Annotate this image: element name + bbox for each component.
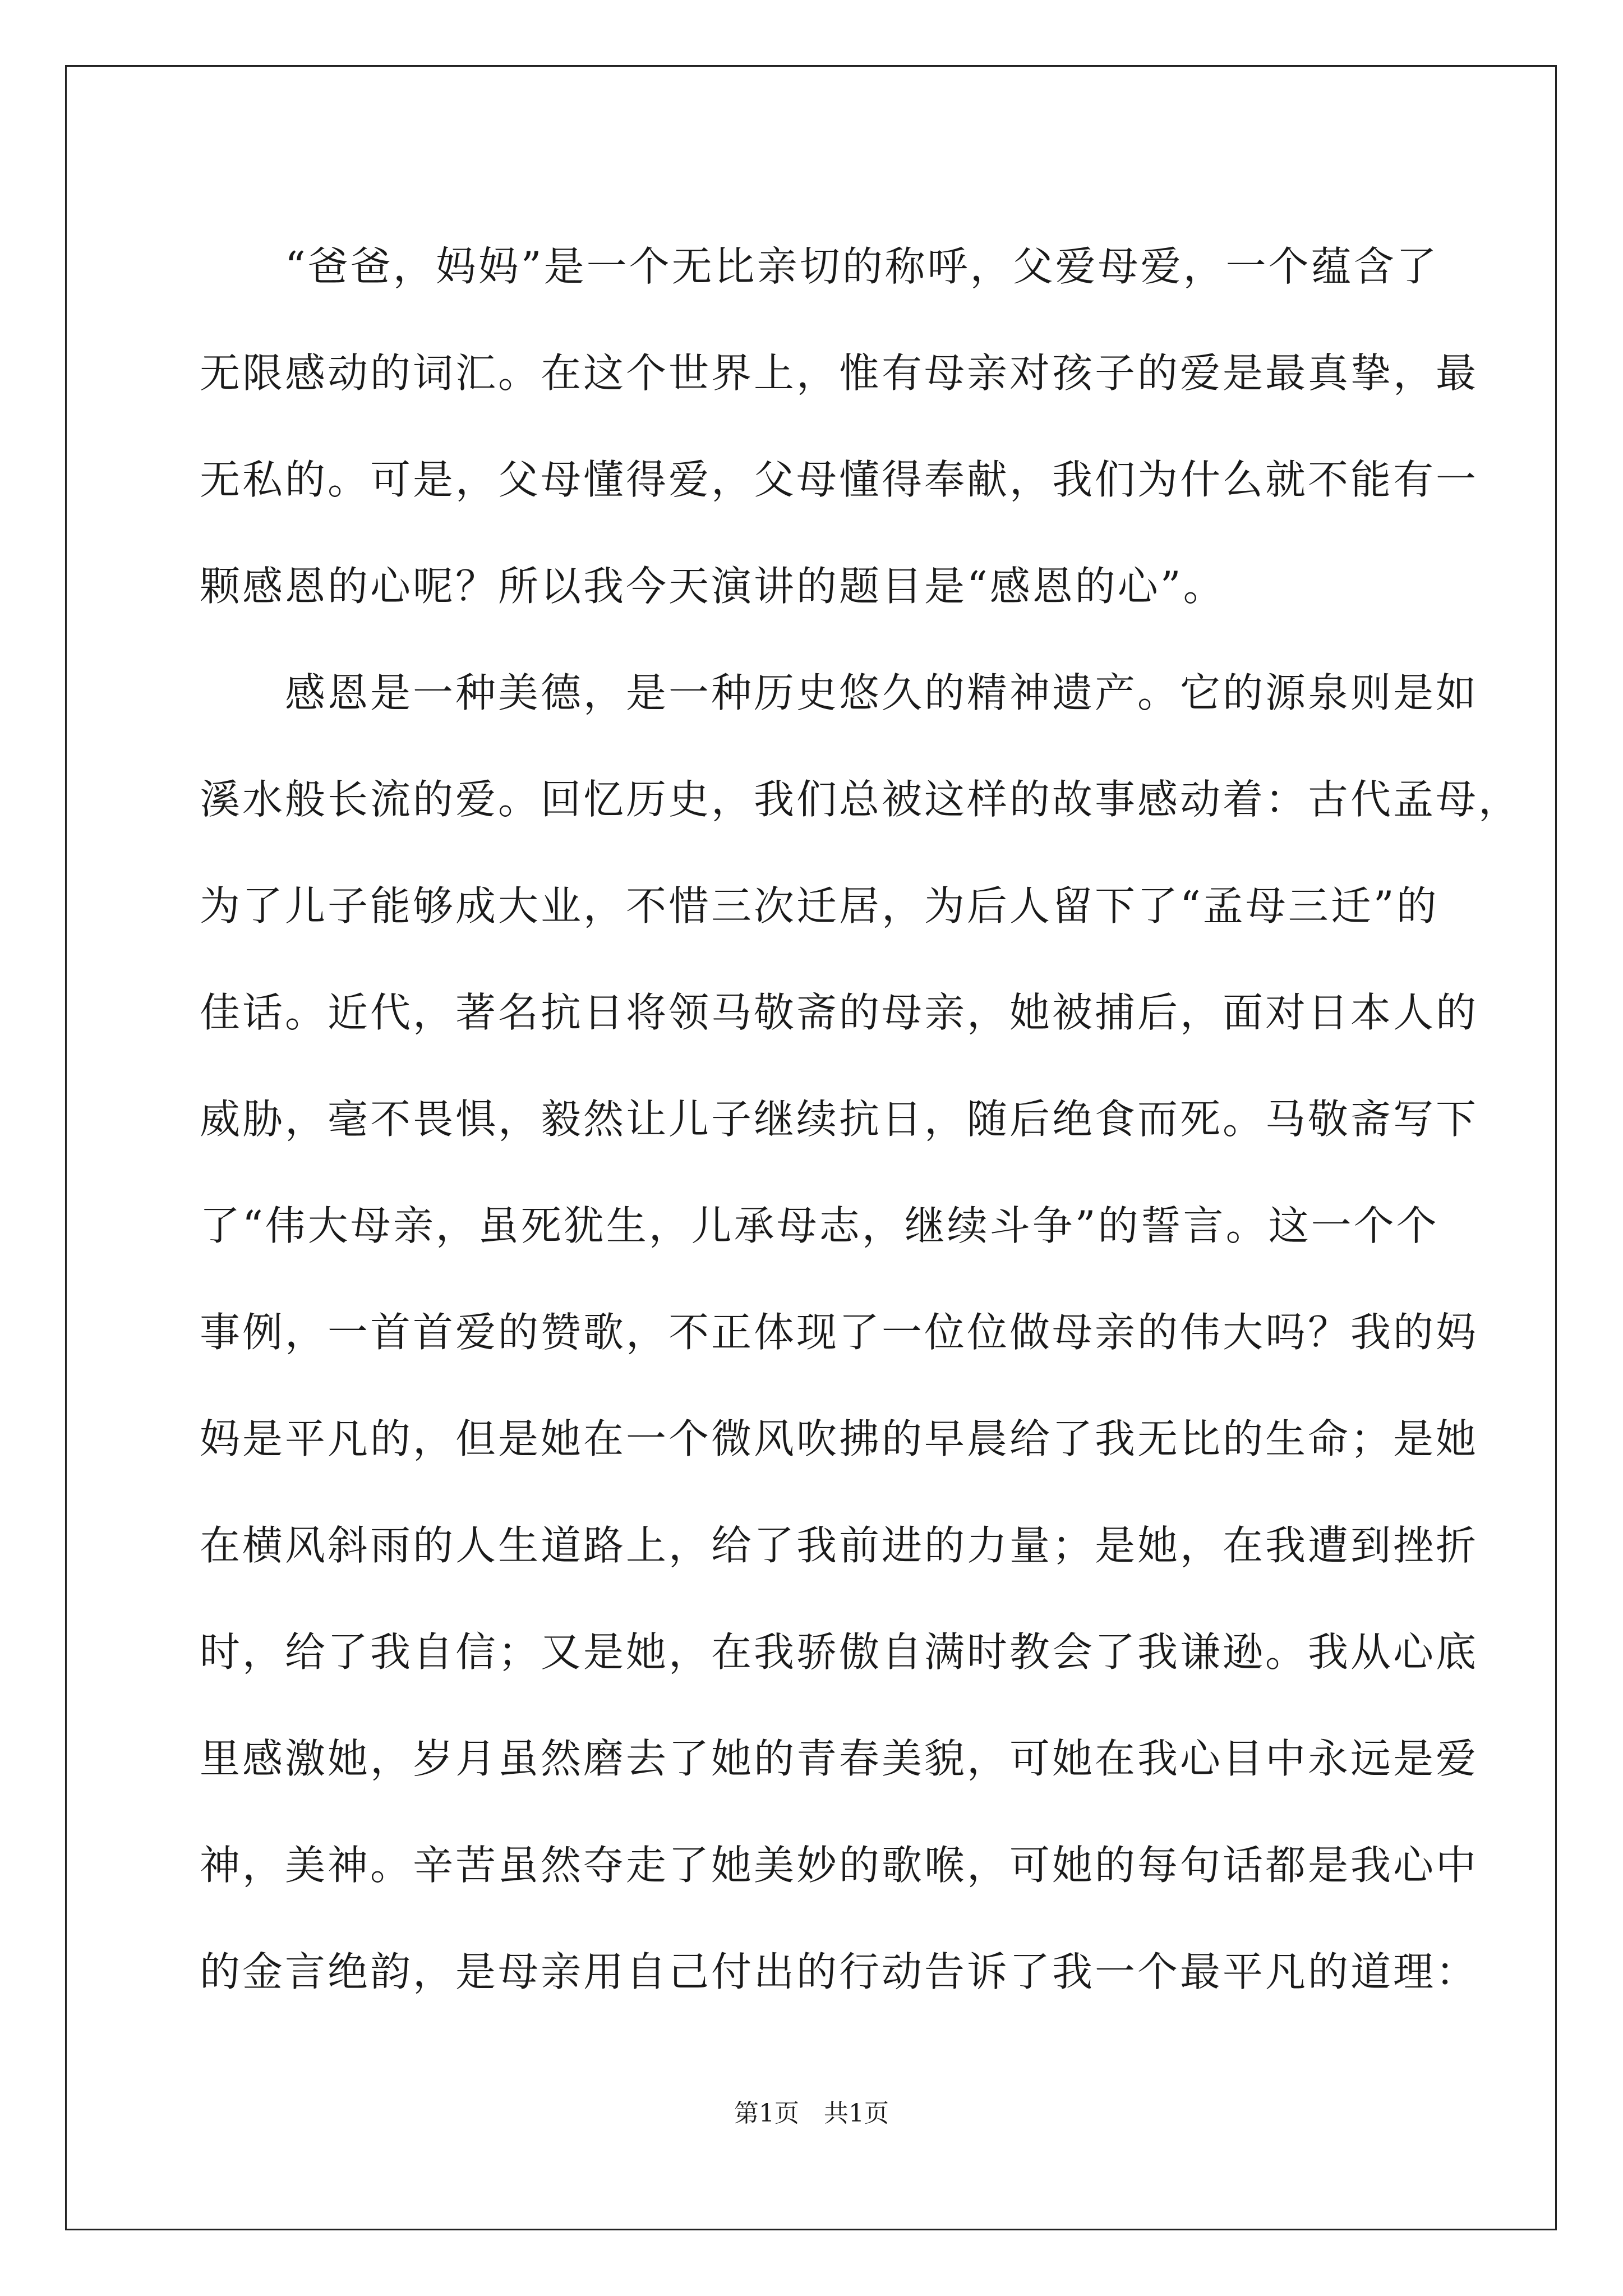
page-footer: 第1页 共1页 [734, 2099, 889, 2128]
text-line: 时，给了我自信；又是她，在我骄傲自满时教会了我谦逊。我从心底 [200, 1628, 1479, 1676]
text-line: 感恩是一种美德，是一种历史悠久的精神遗产。它的源泉则是如 [285, 669, 1479, 716]
text-line: 溪水般长流的爱。回忆历史，我们总被这样的故事感动着：古代孟母， [200, 776, 1521, 823]
text-line: 事例，一首首爱的赞歌，不正体现了一位位做母亲的伟大吗？我的妈 [200, 1309, 1479, 1356]
text-line: 神，美神。辛苦虽然夺走了她美妙的歌喉，可她的每句话都是我心中 [200, 1842, 1479, 1889]
text-line: 佳话。近代，著名抗日将领马敬斋的母亲，她被捕后，面对日本人的 [200, 989, 1479, 1036]
text-line: 在横风斜雨的人生道路上，给了我前进的力量；是她，在我遭到挫折 [200, 1522, 1479, 1569]
text-line: 了“伟大母亲，虽死犹生，儿承母志，继续斗争”的誓言。这一个个 [200, 1202, 1439, 1249]
text-line: 为了儿子能够成大业，不惜三次迁居，为后人留下了“孟母三迁”的 [200, 882, 1439, 930]
text-line: 颗感恩的心呢？所以我今天演讲的题目是“感恩的心”。 [200, 563, 1226, 610]
text-line: 无私的。可是，父母懂得爱，父母懂得奉献，我们为什么就不能有一 [200, 456, 1479, 503]
text-line: 无限感动的词汇。在这个世界上，惟有母亲对孩子的爱是最真挚，最 [200, 349, 1479, 397]
text-line: 威胁，毫不畏惧，毅然让儿子继续抗日，随后绝食而死。马敬斋写下 [200, 1096, 1479, 1143]
text-line: 里感激她，岁月虽然磨去了她的青春美貌，可她在我心目中永远是爱 [200, 1735, 1479, 1782]
text-line: 妈是平凡的，但是她在一个微风吹拂的早晨给了我无比的生命；是她 [200, 1415, 1479, 1462]
document-body [200, 213, 1521, 2025]
text-line: 的金言绝韵，是母亲用自己付出的行动告诉了我一个最平凡的道理： [200, 1948, 1479, 1995]
text-line: “爸爸，妈妈”是一个无比亲切的称呼，父爱母爱，一个蕴含了 [285, 243, 1439, 290]
